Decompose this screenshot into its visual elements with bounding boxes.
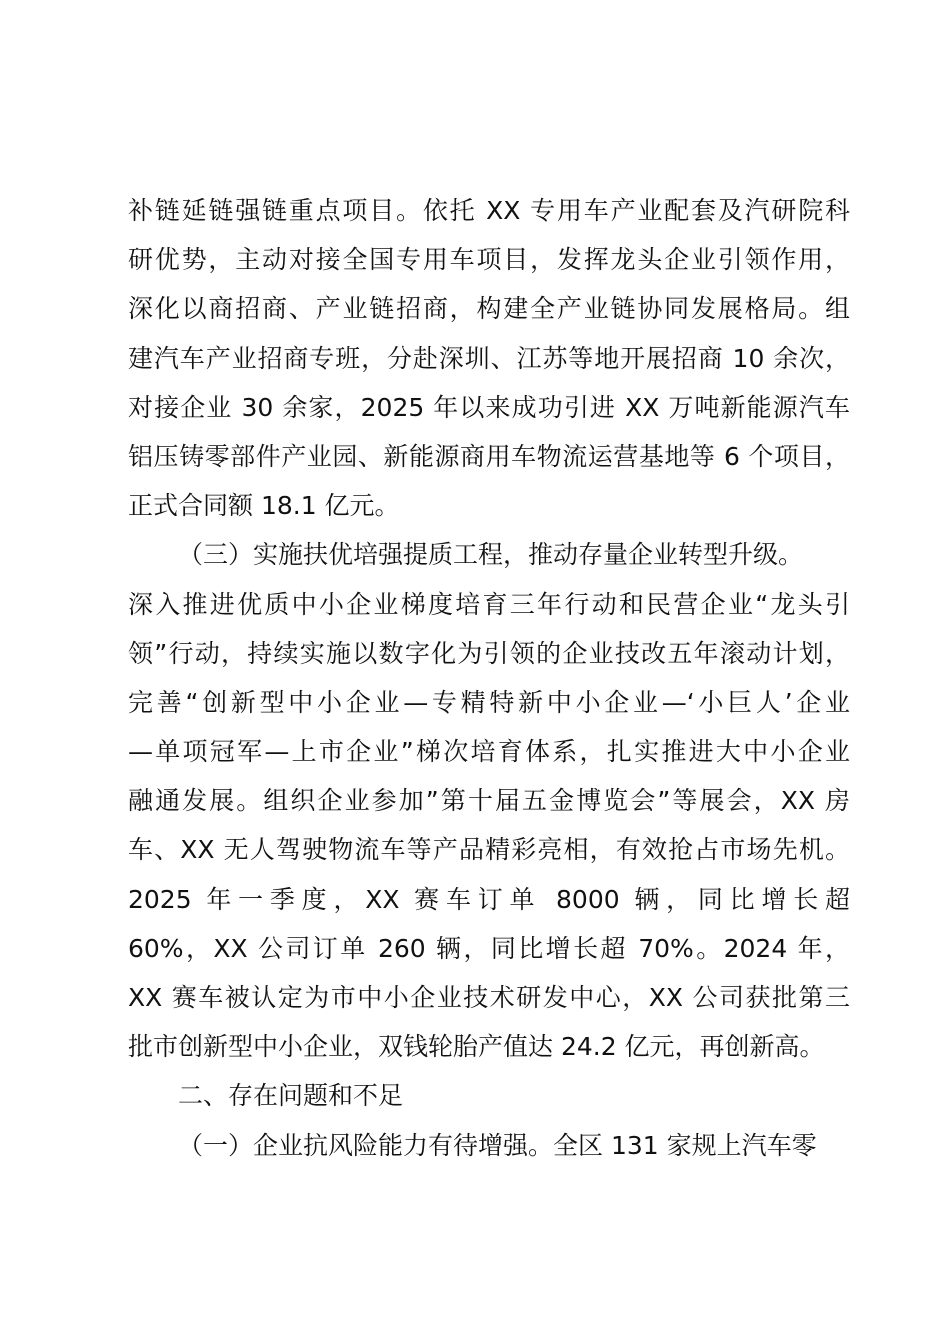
document-body bbox=[128, 186, 850, 1170]
body-line-12: —单项冠军—上市企业”梯次培育体系，扎实推进大中小企业 bbox=[128, 737, 850, 767]
body-line-15: 2025 年一季度，XX 赛车订单 8000 辆，同比增长超 bbox=[128, 884, 850, 914]
body-line-5: 对接企业 30 余家，2025 年以来成功引进 XX 万吨新能源汽车 bbox=[128, 392, 850, 422]
body-line-13: 融通发展。组织企业参加”第十届五金博览会”等展会，XX 房 bbox=[128, 786, 850, 816]
body-line-11: 完善“创新型中小企业—专精特新中小企业—‘小巨人’企业 bbox=[128, 687, 850, 717]
section-heading-3: （三）实施扶优培强提质工程，推动存量企业转型升级。 bbox=[178, 540, 804, 570]
subsection-heading-1: （一）企业抗风险能力有待增强。全区 131 家规上汽车零 bbox=[178, 1130, 817, 1160]
body-line-6: 铝压铸零部件产业园、新能源商用车物流运营基地等 6 个项目， bbox=[128, 441, 850, 471]
body-line-4: 建汽车产业招商专班，分赴深圳、江苏等地开展招商 10 余次， bbox=[128, 343, 850, 373]
body-line-10: 领”行动，持续实施以数字化为引领的企业技改五年滚动计划， bbox=[128, 638, 850, 668]
body-line-16: 60%，XX 公司订单 260 辆，同比增长超 70%。2024 年， bbox=[128, 933, 850, 963]
body-line-18: 批市创新型中小企业，双钱轮胎产值达 24.2 亿元，再创新高。 bbox=[128, 1032, 825, 1062]
body-line-9: 深入推进优质中小企业梯度培育三年行动和民营企业“龙头引 bbox=[128, 589, 850, 619]
body-line-17: XX 赛车被认定为市中小企业技术研发中心，XX 公司获批第三 bbox=[128, 983, 850, 1012]
body-line-14: 车、XX 无人驾驶物流车等产品精彩亮相，有效抢占市场先机。 bbox=[128, 835, 850, 865]
section-heading-2: 二、存在问题和不足 bbox=[178, 1081, 404, 1111]
body-line-1: 补链延链强链重点项目。依托 XX 专用车产业配套及汽研院科 bbox=[128, 196, 850, 225]
body-line-3: 深化以商招商、产业链招商，构建全产业链协同发展格局。组 bbox=[128, 294, 850, 324]
body-line-7: 正式合同额 18.1 亿元。 bbox=[128, 491, 400, 521]
body-line-2: 研优势，主动对接全国专用车项目，发挥龙头企业引领作用， bbox=[128, 245, 850, 275]
